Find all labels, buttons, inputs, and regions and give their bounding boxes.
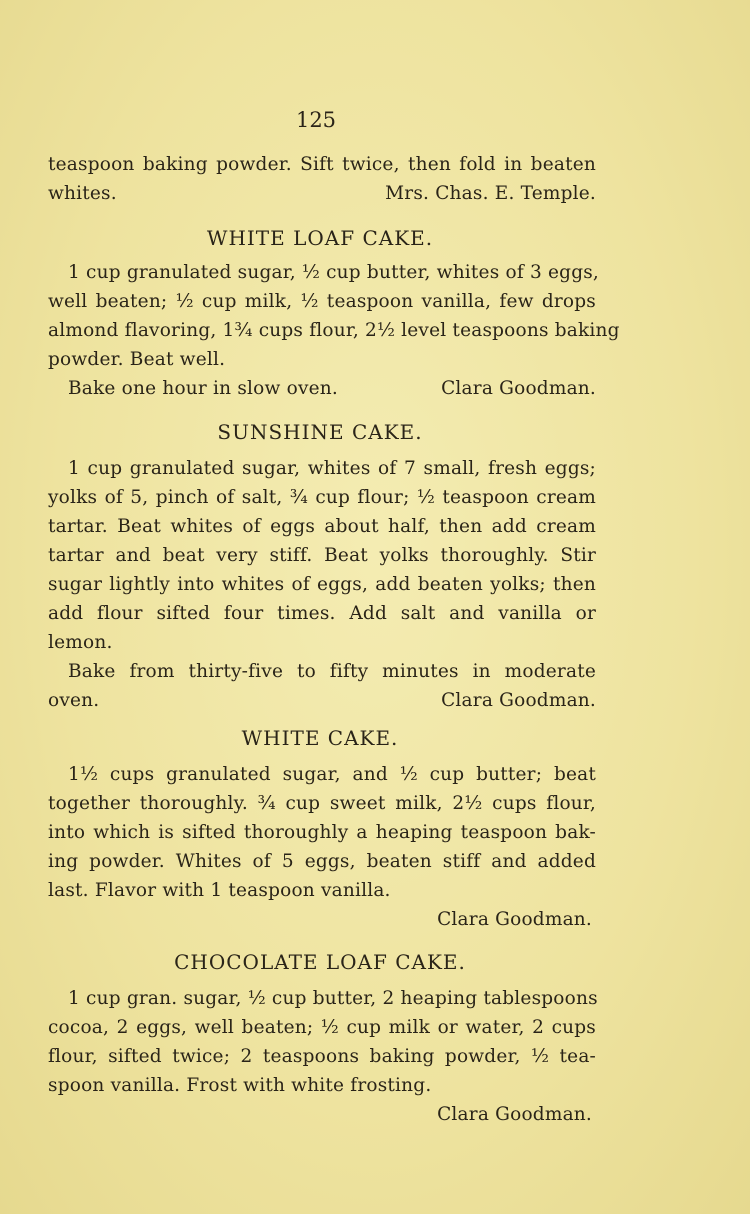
recipe-title: WHITE LOAF CAKE. — [206, 226, 434, 250]
recipe-signature: Clara Goodman. — [441, 690, 596, 711]
text-line: add flour sifted four times. Add salt and vanilla or — [48, 603, 596, 624]
recipe-title: SUNSHINE CAKE. — [217, 420, 423, 444]
text-line: well beaten; ½ cup milk, ½ teaspoon vanilla, few drops — [48, 291, 596, 312]
recipe-title: CHOCOLATE LOAF CAKE. — [174, 950, 466, 974]
text-line: tartar. Beat whites of eggs about half, then add cream — [48, 516, 596, 537]
continuation-text — [48, 150, 596, 208]
recipe-signature: Clara Goodman. — [441, 378, 596, 399]
text-line: last. Flavor with 1 teaspoon vanilla. — [48, 880, 391, 901]
text-line: cocoa, 2 eggs, well beaten; ½ cup milk or water, 2 cups — [48, 1017, 596, 1038]
recipe-signature: Mrs. Chas. E. Temple. — [385, 183, 596, 204]
text-line: 1 cup granulated sugar, ½ cup butter, whites of 3 eggs, — [68, 262, 600, 283]
text-line: oven. — [48, 690, 100, 711]
recipe-signature: Clara Goodman. — [437, 1104, 592, 1125]
text-line: 1½ cups granulated sugar, and ½ cup butter; beat — [68, 764, 596, 785]
text-line: whites. — [48, 183, 117, 204]
text-line: lemon. — [48, 632, 113, 653]
recipe-white-loaf-cake — [48, 258, 620, 403]
text-line: ing powder. Whites of 5 eggs, beaten stiff and added — [48, 851, 596, 872]
text-line: Bake one hour in slow oven. — [68, 378, 338, 399]
text-line: yolks of 5, pinch of salt, ¾ cup flour; ½ teaspoon cream — [48, 487, 596, 508]
text-line: 1 cup gran. sugar, ½ cup butter, 2 heaping tablespoons — [68, 988, 598, 1009]
page-number: 125 — [295, 108, 337, 132]
text-line: into which is sifted thoroughly a heaping teaspoon bak- — [48, 822, 596, 843]
text-line: powder. Beat well. — [48, 349, 226, 370]
text-line: sugar lightly into whites of eggs, add beaten yolks; then — [48, 574, 596, 595]
text-line: tartar and beat very stiff. Beat yolks thoroughly. Stir — [48, 545, 596, 566]
text-line: spoon vanilla. Frost with white frosting. — [48, 1075, 432, 1096]
text-line: together thoroughly. ¾ cup sweet milk, 2½ cups flour, — [48, 793, 596, 814]
recipe-white-cake — [48, 760, 596, 934]
text-line: teaspoon baking powder. Sift twice, then fold in beaten — [48, 154, 596, 175]
text-line: 1 cup granulated sugar, whites of 7 small, fresh eggs; — [68, 458, 596, 479]
recipe-sunshine-cake — [48, 454, 596, 715]
text-line: flour, sifted twice; 2 teaspoons baking powder, ½ tea- — [48, 1046, 596, 1067]
recipe-chocolate-loaf-cake — [48, 984, 596, 1129]
text-line: almond flavoring, 1¾ cups flour, 2½ level teaspoons baking — [48, 320, 620, 341]
text-line: Bake from thirty-five to fifty minutes in moderate — [68, 661, 596, 682]
recipe-title: WHITE CAKE. — [241, 726, 399, 750]
recipe-signature: Clara Goodman. — [437, 909, 592, 930]
